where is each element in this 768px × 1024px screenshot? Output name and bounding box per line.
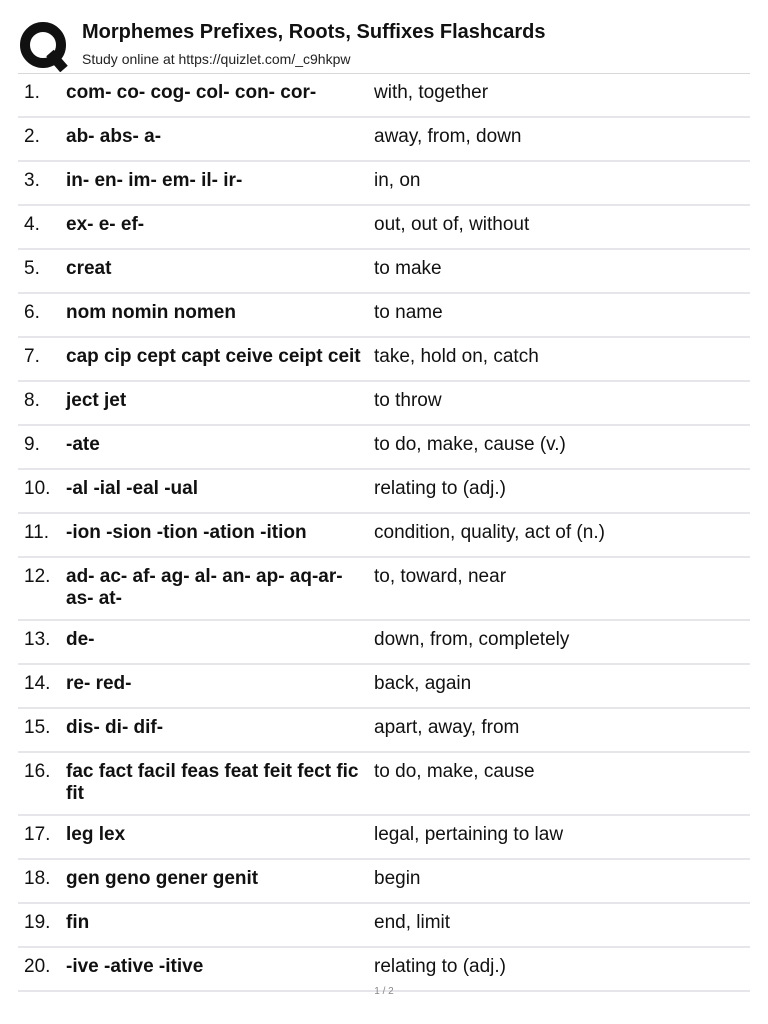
card-definition: end, limit <box>374 912 451 933</box>
card-number: 11. <box>24 522 50 543</box>
flashcard-row <box>18 382 750 426</box>
card-term: nom nomin nomen <box>66 302 236 323</box>
card-number: 12. <box>24 566 51 587</box>
flashcard-row <box>18 816 750 860</box>
card-definition: in, on <box>374 170 421 191</box>
card-number: 5. <box>24 258 40 279</box>
card-term: ad- ac- af- ag- al- an- ap- aq-ar- as- at- <box>66 566 343 609</box>
flashcard-list <box>18 73 750 992</box>
flashcard-row <box>18 206 750 250</box>
card-definition: relating to (adj.) <box>374 956 507 977</box>
card-term: cap cip cept capt ceive ceipt ceit <box>66 346 361 367</box>
card-term: -ion -sion -tion -ation -ition <box>66 522 307 543</box>
flashcard-row <box>18 709 750 753</box>
card-number: 8. <box>24 390 40 411</box>
card-number: 17. <box>24 824 51 845</box>
card-term: ject jet <box>66 390 127 411</box>
card-term: -al -ial -eal -ual <box>66 478 198 499</box>
flashcard-row <box>18 338 750 382</box>
quizlet-q-logo-icon <box>18 20 70 72</box>
card-term: fac fact facil feas feat feit fect fic fit <box>66 761 359 804</box>
card-number: 10. <box>24 478 51 499</box>
flashcard-row <box>18 514 750 558</box>
card-number: 20. <box>24 956 51 977</box>
document-header <box>18 16 750 74</box>
study-online-link-text[interactable]: Study online at https://quizlet.com/_c9hkpw <box>82 51 351 67</box>
flashcard-row <box>18 753 750 816</box>
card-term: ab- abs- a- <box>66 126 162 147</box>
card-definition: away, from, down <box>374 126 522 147</box>
card-definition: to, toward, near <box>374 566 507 587</box>
card-number: 1. <box>24 82 40 103</box>
flashcard-row <box>18 118 750 162</box>
card-number: 9. <box>24 434 40 455</box>
card-term: gen geno gener genit <box>66 868 259 889</box>
flashcard-row <box>18 294 750 338</box>
card-definition: to do, make, cause <box>374 761 535 782</box>
card-definition: begin <box>374 868 421 889</box>
card-number: 18. <box>24 868 51 889</box>
flashcard-row <box>18 665 750 709</box>
card-number: 15. <box>24 717 51 738</box>
card-term: creat <box>66 258 112 279</box>
card-term: -ate <box>66 434 100 455</box>
flashcard-row <box>18 74 750 118</box>
card-definition: legal, pertaining to law <box>374 824 564 845</box>
card-definition: to name <box>374 302 443 323</box>
card-definition: back, again <box>374 673 472 694</box>
flashcard-row <box>18 904 750 948</box>
card-number: 3. <box>24 170 40 191</box>
card-number: 6. <box>24 302 40 323</box>
card-number: 14. <box>24 673 51 694</box>
card-term: dis- di- dif- <box>66 717 164 738</box>
page-title: Morphemes Prefixes, Roots, Suffixes Flashcards <box>82 21 546 43</box>
flashcard-row <box>18 621 750 665</box>
card-definition: condition, quality, act of (n.) <box>374 522 605 543</box>
card-term: leg lex <box>66 824 126 845</box>
card-term: -ive -ative -itive <box>66 956 204 977</box>
card-definition: down, from, completely <box>374 629 570 650</box>
card-definition: to throw <box>374 390 442 411</box>
flashcard-row <box>18 162 750 206</box>
card-term: fin <box>66 912 90 933</box>
card-number: 2. <box>24 126 40 147</box>
card-term: re- red- <box>66 673 132 694</box>
card-number: 4. <box>24 214 40 235</box>
card-number: 19. <box>24 912 51 933</box>
card-definition: apart, away, from <box>374 717 520 738</box>
flashcard-row <box>18 470 750 514</box>
card-number: 16. <box>24 761 51 782</box>
card-definition: to make <box>374 258 442 279</box>
card-definition: with, together <box>374 82 489 103</box>
card-definition: out, out of, without <box>374 214 530 235</box>
card-number: 13. <box>24 629 51 650</box>
page-number: 1 / 2 <box>374 986 394 997</box>
card-definition: relating to (adj.) <box>374 478 507 499</box>
card-term: com- co- cog- col- con- cor- <box>66 82 317 103</box>
card-definition: take, hold on, catch <box>374 346 539 367</box>
flashcard-row <box>18 250 750 294</box>
card-term: ex- e- ef- <box>66 214 145 235</box>
card-term: de- <box>66 629 95 650</box>
card-term: in- en- im- em- il- ir- <box>66 170 243 191</box>
flashcard-row <box>18 558 750 621</box>
card-number: 7. <box>24 346 40 367</box>
flashcard-row <box>18 426 750 470</box>
flashcard-row <box>18 860 750 904</box>
card-definition: to do, make, cause (v.) <box>374 434 566 455</box>
